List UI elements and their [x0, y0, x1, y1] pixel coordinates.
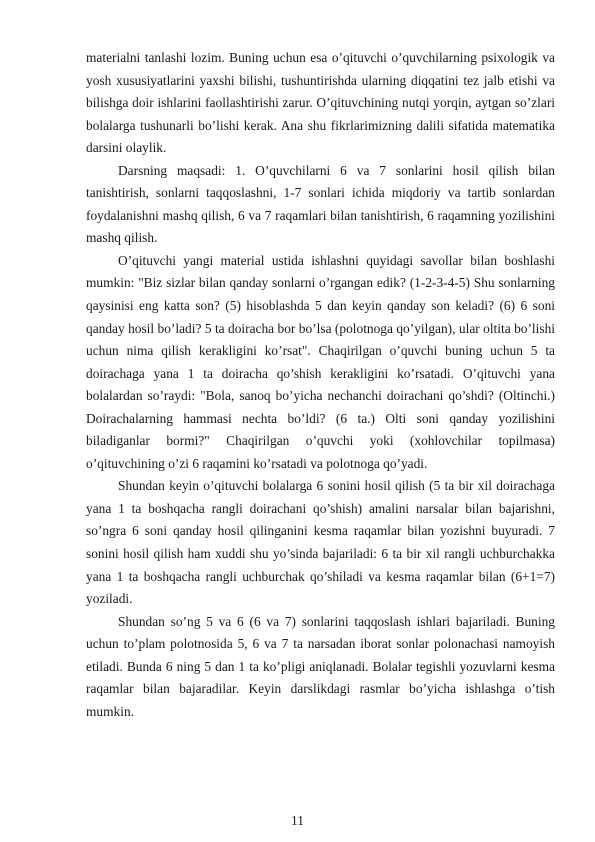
paragraph: Darsning maqsadi: 1. O’quvchilarni 6 va 7 sonlarini hosil qilish bilan tanishtirish, sonlarni taqqoslashni, 1-7 sonlari ichida miqdoriy va tartib sonlardan foydalanishni mashq qilish, 6 va 7 raqamlari bilan tanishtirish, 6 raqamning yozilishini mashq qilish.	[86, 162, 555, 246]
paragraph: Shundan so’ng 5 va 6 (6 va 7) sonlarini taqqoslash ishlari bajariladi. Buning uchun to’plam polotnosida 5, 6 va 7 ta narsadan iborat sonlar polonachasi namoyish etiladi. Bunda 6 ning 5 dan 1 ta ko’pligi aniqlanadi. Bolalar tegishli yozuvlarni kesma raqamlar bilan bajaradilar. Keyin darslikdagi rasmlar bo’yicha ishlashga o’tish mumkin.	[86, 613, 555, 719]
paragraph: Shundan keyin o’qituvchi bolalarga 6 sonini hosil qilish (5 ta bir xil doirachaga yana 1 ta boshqacha rangli doirachani qo’shish) amalini narsalar bilan bajarishni, so’ngra 6 soni qanday hosil qilinganini kesma raqamlar bilan yozishni buyuradi. 7 sonini hosil qilish ham xuddi shu yo’sinda bajariladi: 6 ta bir xil rangli uchburchakka yana 1 ta boshqacha rangli uchburchak qo’shiladi va kesma raqamlar bilan (6+1=7) yoziladi.	[86, 478, 555, 607]
body-text	[86, 47, 555, 723]
paragraph: materialni tanlashi lozim. Buning uchun esa o’qituvchi o’quvchilarning psixologik va yosh xususiyatlarini yaxshi bilishi, tushuntirishda ularning diqqatini tez jalb etishi va bilishga doir ishlarini faollashtirishi zarur. O’qituvchining nutqi yorqin, aytgan so’zlari bolalarga tushunarli bo’lishi kerak. Ana shu fikrlarimizning dalili sifatida matematika darsini olaylik.	[86, 50, 555, 156]
page-number: 11	[291, 813, 304, 828]
paragraph: O’qituvchi yangi material ustida ishlashni quyidagi savollar bilan boshlashi mumkin: "Biz sizlar bilan qanday sonlarni o’rgangan edik? (1-2-3-4-5) Shu sonlarning qaysinisi eng katta son? (5) hisoblashda 5 dan keyin qanday son keladi? (6) 6 soni qanday hosil bo’ladi? 5 ta doiracha bor bo’lsa (polotnoga qo’yilgan), ular oltita bo’lishi uchun nima qilish kerakligini ko’rsat". Chaqirilgan o’quvchi buning uchun 5 ta doirachaga yana 1 ta doiracha qo’shish kerakligini ko’rsatadi. O’qituvchi yana bolalardan so’raydi: "Bola, sanoq bo’yicha nechanchi doirachani qo’shdi? (Oltinchi.) Doirachalarning hammasi nechta bo’ldi? (6 ta.) Olti soni qanday yozilishini biladiganlar bormi?" Chaqirilgan o’quvchi yoki (xohlovchilar topilmasa) o’qituvchining o’zi 6 raqamini ko’rsatadi va polotnoga qo’yadi.	[86, 252, 555, 471]
